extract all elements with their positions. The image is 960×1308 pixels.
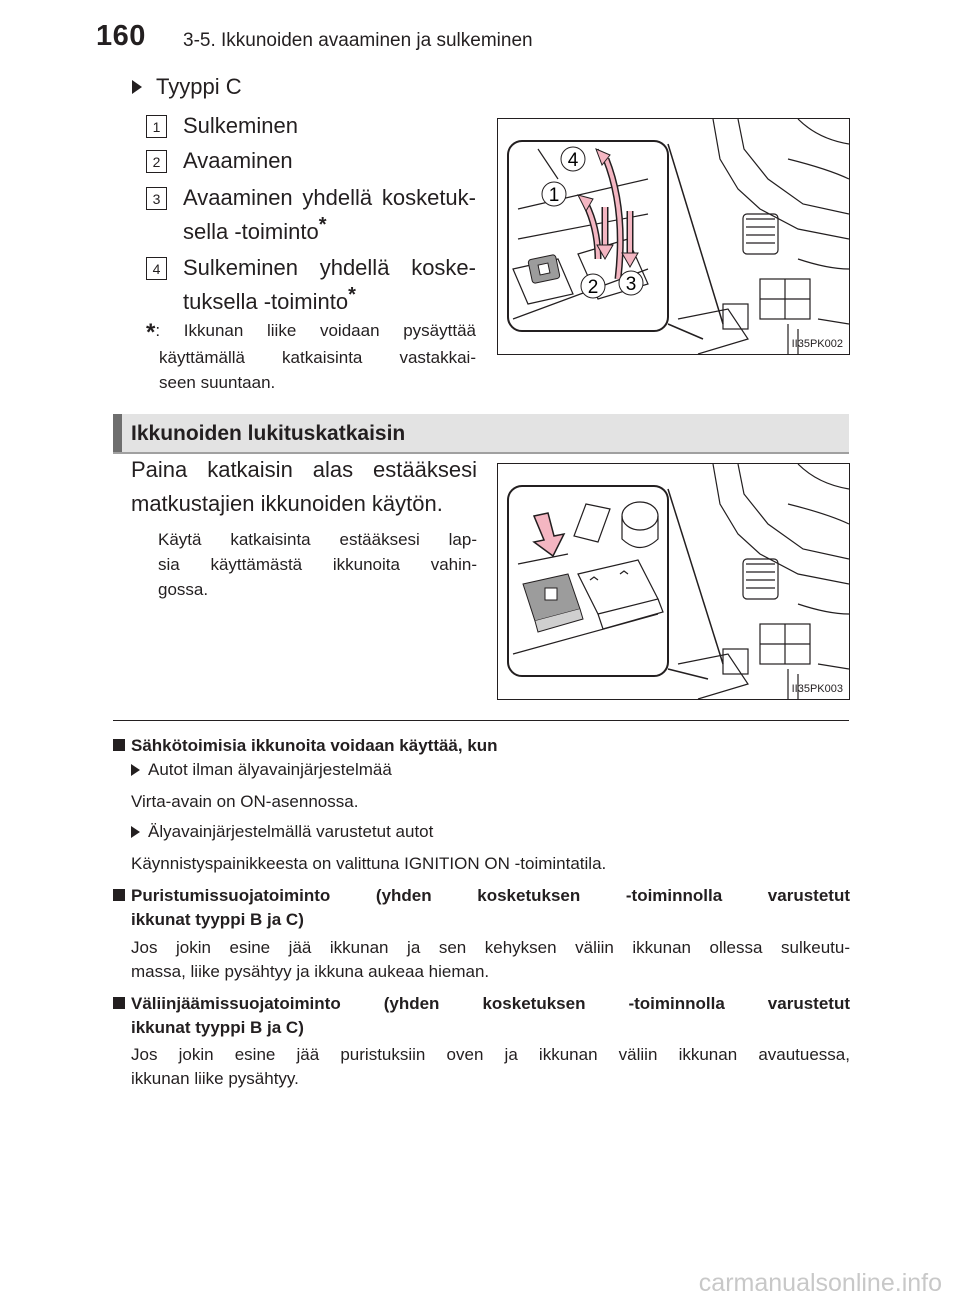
step-3-line2-text: sella -toiminto [183,219,319,244]
lock-instruction-line1: Paina katkaisin alas estääksesi [131,457,477,482]
note-3-text-line1: Jos jokin esine jää puristuksiin oven ja ikkunan väliin ikkunan avautuessa, [131,1045,850,1064]
figure-1-code: II35PK002 [791,338,843,350]
lock-note-line2: sia käyttämästä ikkunoita vahin- [158,555,477,574]
note-1-bullet-2 [131,822,433,842]
step-3-asterisk: * [318,214,327,236]
triangle-bullet-icon [132,80,142,94]
step-number-1: 1 [146,115,167,138]
section-title: Ikkunoiden lukituskatkaisin [131,422,406,445]
note-3-text-line2: ikkunan liike pysähtyy. [131,1069,299,1088]
type-heading [132,74,242,100]
section-header [113,414,849,454]
note-2-heading-line1: Puristumissuojatoiminto (yhden kosketuksen -toiminnolla varustetut [131,886,850,905]
note-3-heading-line2: ikkunat tyyppi B ja C) [131,1018,304,1037]
note-1-bullet-1-text: Autot ilman älyavainjärjestelmää [148,760,392,779]
step-4-line1: Sulkeminen yhdellä koske- [183,255,476,280]
triangle-bullet-icon [131,826,140,838]
note-2-heading-line2: ikkunat tyyppi B ja C) [131,910,304,929]
figure-2-code: II35PK003 [791,683,843,695]
callout-3: 3 [625,274,637,295]
callout-4: 4 [567,150,579,171]
callout-1: 1 [548,185,560,206]
figure-window-switch-type-c [497,118,850,355]
note-1-bullet-1 [131,760,392,780]
figure-2-illustration [498,464,849,699]
square-bullet-icon [113,997,125,1009]
note-2-heading [113,884,850,932]
figure-1-illustration [498,119,849,354]
note-1-heading [113,734,850,758]
chapter-title: 3-5. Ikkunoiden avaaminen ja sulkeminen [183,30,533,51]
note-3-text [131,1043,850,1091]
watermark: carmanualsonline.info [698,1269,942,1297]
step-3-line1: Avaaminen yhdellä kosketuk- [183,185,476,210]
note-2-text [131,936,850,984]
step-4-asterisk: * [348,284,356,306]
note-1-bullet-1-detail: Virta-avain on ON-asennossa. [131,792,359,811]
note-3-heading-line1: Väliinjäämissuojatoiminto (yhden kosketuksen -toiminnolla varustetut [131,994,850,1013]
type-heading-label: Tyyppi C [156,74,242,99]
step-number-3: 3 [146,187,167,210]
footnote-asterisk: * [146,319,156,346]
lock-note-line3: gossa. [158,580,209,599]
lock-note-line1: Käytä katkaisinta estääksesi lap- [158,530,477,549]
lock-instruction-line2: matkustajien ikkunoiden käytön. [131,491,443,516]
lock-instruction [131,453,477,521]
note-1-bullet-2-text: Älyavainjärjestelmällä varustetut autot [148,822,434,841]
step-3-line2 [183,215,476,249]
square-bullet-icon [113,889,125,901]
callout-2: 2 [587,277,599,298]
note-2-text-line2: massa, liike pysähtyy ja ikkuna aukeaa hieman. [131,962,490,981]
step-number-2: 2 [146,150,167,173]
footnote-line1 [146,318,476,345]
step-4-line2-text: tuksella -toiminto [183,289,349,314]
note-3-heading [113,992,850,1040]
footnote-line1-text: : Ikkunan liike voidaan pysäyttää [155,321,476,340]
section-marker [113,414,122,452]
note-1-heading-text: Sähkötoimisia ikkunoita voidaan käyttää, kun [131,736,498,755]
divider [113,720,849,721]
figure-window-lock-switch [497,463,850,700]
step-1-text: Sulkeminen [183,113,298,138]
triangle-bullet-icon [131,764,140,776]
step-2-text: Avaaminen [183,148,293,173]
lock-note [158,527,477,602]
page-number: 160 [96,20,146,52]
footnote [146,318,476,395]
square-bullet-icon [113,739,125,751]
footnote-line2: käyttämällä katkaisinta vastakkai- [159,348,476,367]
step-4-line2 [183,285,476,319]
note-1-bullet-2-detail: Käynnistyspainikkeesta on valittuna IGNITION ON -toimintatila. [131,854,607,873]
footnote-line3: seen suuntaan. [159,373,276,392]
note-2-text-line1: Jos jokin esine jää ikkunan ja sen kehyksen väliin ikkunan ollessa sulkeutu- [131,938,850,957]
step-number-4: 4 [146,257,167,280]
